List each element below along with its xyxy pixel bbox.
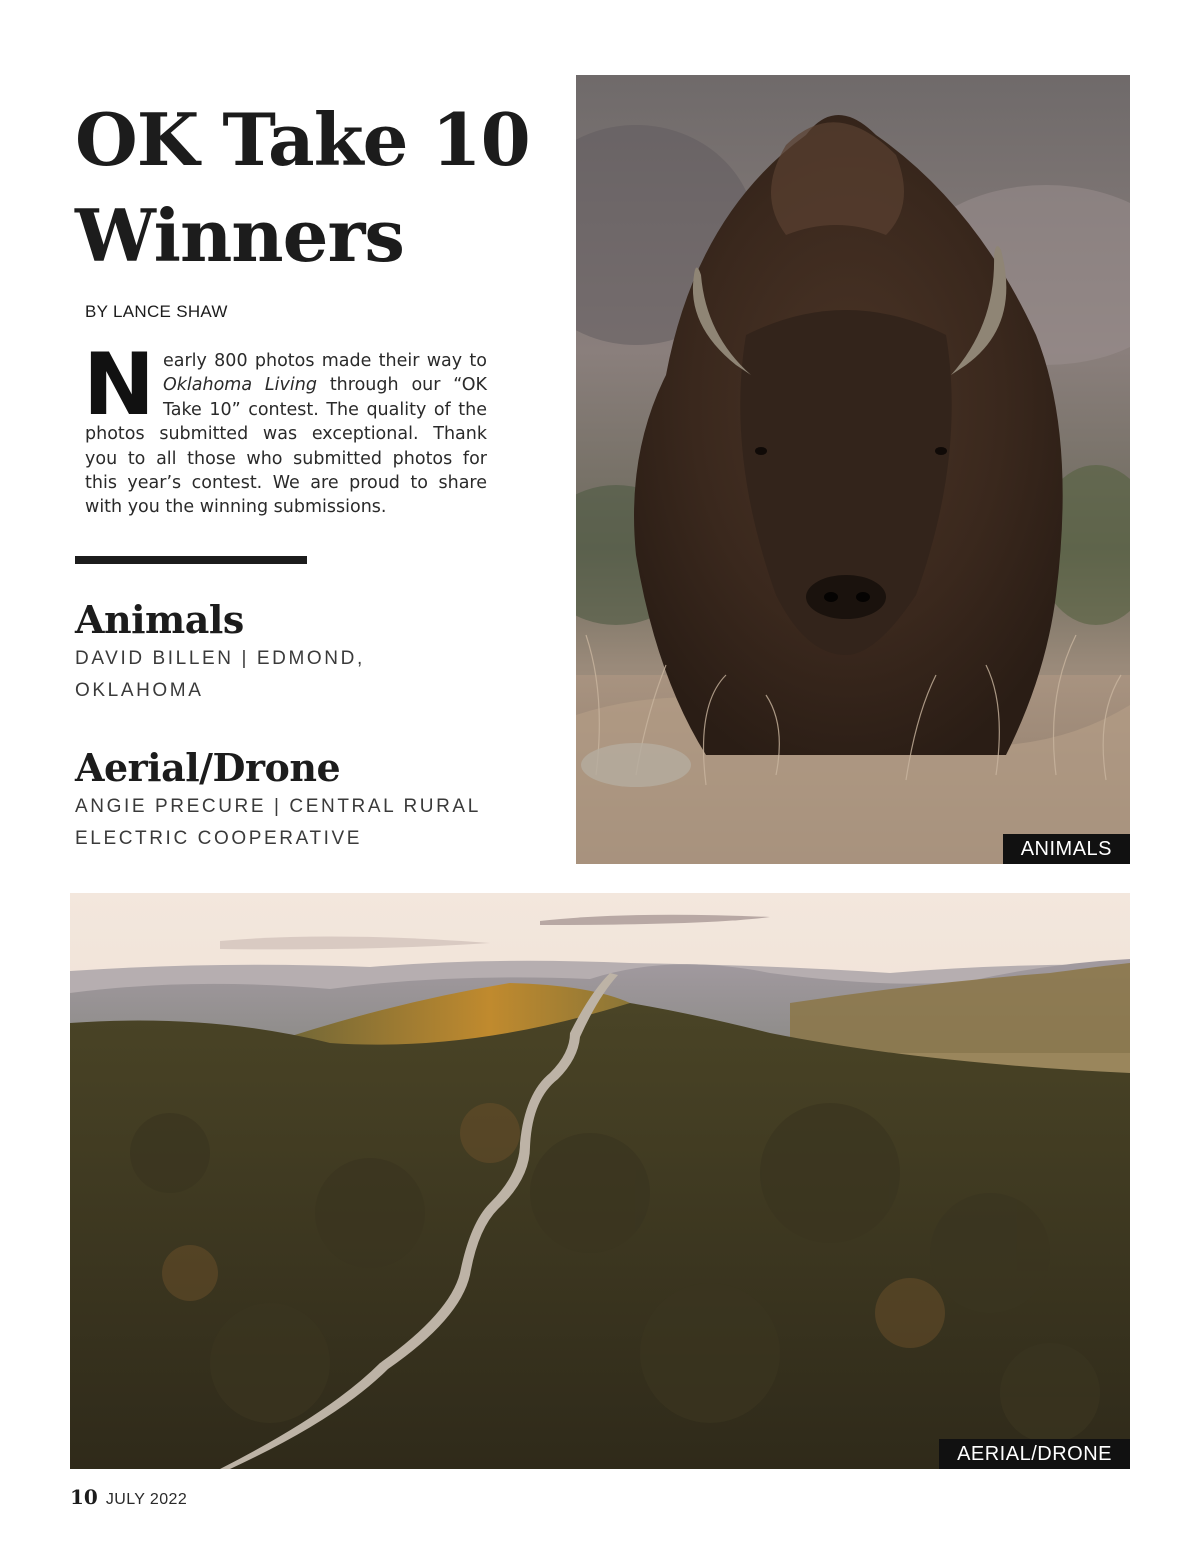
article-title: OK Take 10 Winners — [75, 97, 530, 278]
aerial-landscape-image — [70, 893, 1130, 1469]
intro-paragraph — [83, 335, 487, 520]
page-number: 10 — [70, 1485, 98, 1509]
intro-text-2: through our “OK Take 10” contest. The quality of the photos submitted was exceptional. Thank you to all those who submitted photos for this year’s contest. We are proud to share with you the winning submissions. — [85, 375, 487, 518]
winner-category-animals: Animals — [75, 597, 244, 642]
section-divider — [75, 556, 307, 564]
magazine-name: Oklahoma Living — [162, 375, 317, 396]
drop-cap: N — [83, 335, 155, 435]
animals-photo — [576, 75, 1130, 864]
photo-label-aerial: AERIAL/DRONE — [939, 1439, 1130, 1469]
bison-image — [576, 75, 1130, 864]
page-footer — [70, 1485, 187, 1509]
issue-date: JULY 2022 — [105, 1491, 188, 1508]
winner-credit-aerial: ANGIE PRECURE | CENTRAL RURAL ELECTRIC COOPERATIVE — [75, 796, 481, 849]
winner-category-aerial: Aerial/Drone — [75, 745, 341, 790]
intro-text-1: early 800 photos made their way to — [162, 351, 487, 371]
aerial-photo — [70, 893, 1130, 1469]
photo-label-animals: ANIMALS — [1003, 834, 1130, 864]
byline: BY LANCE SHAW — [85, 302, 228, 321]
winner-credit-animals: DAVID BILLEN | EDMOND, OKLAHOMA — [75, 648, 365, 701]
